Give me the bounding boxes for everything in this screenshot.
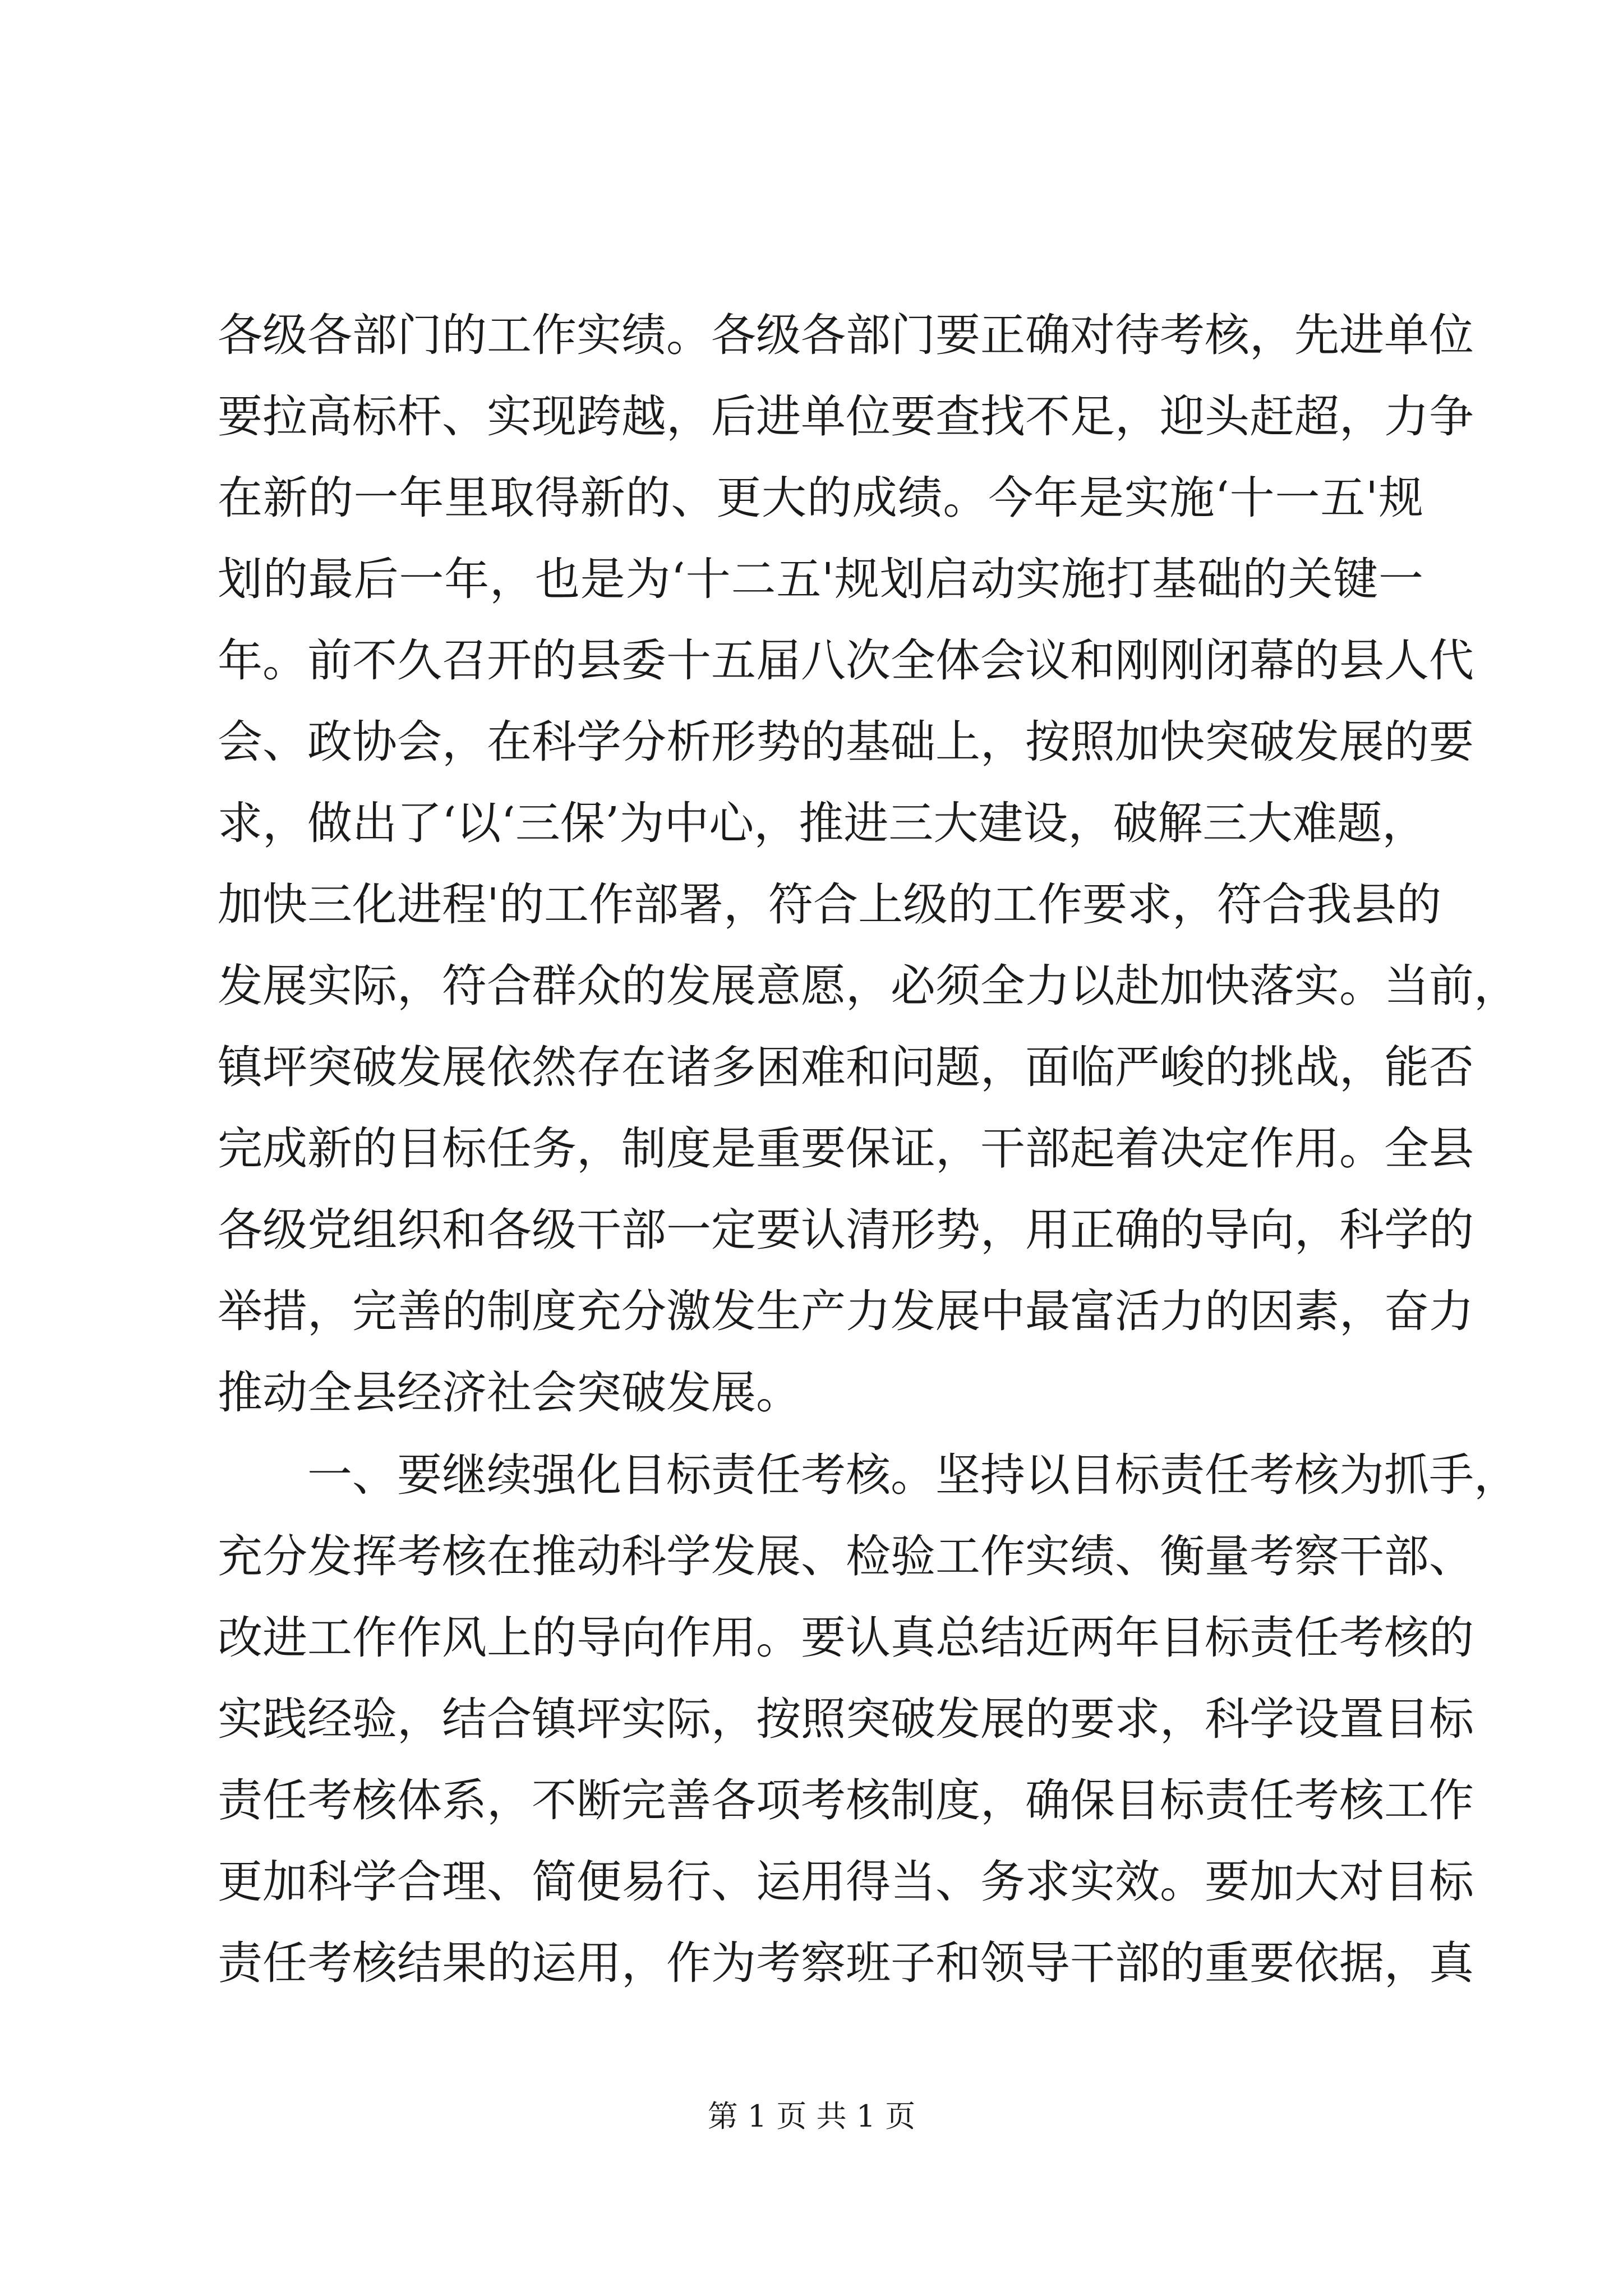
text-line: 更加科学合理、简便易行、运用得当、务求实效。要加大对目标	[218, 1856, 1474, 1908]
text-line: 会、政协会，在科学分析形势的基础上，按照加快突破发展的要	[218, 716, 1474, 768]
text-line: 责任考核体系，不断完善各项考核制度，确保目标责任考核工作	[218, 1774, 1474, 1826]
text-line: 要拉高标杆、实现跨越，后进单位要查找不足，迎头赶超，力争	[218, 390, 1474, 443]
text-line: 责任考核结果的运用，作为考察班子和领导干部的重要依据，真	[218, 1937, 1474, 1989]
text-line: 求，做出了‘以‘三保’为中心，推进三大建设，破解三大难题，	[218, 797, 1427, 849]
text-line: 镇坪突破发展依然存在诸多困难和问题，面临严峻的挑战，能否	[218, 1041, 1474, 1093]
text-line: 发展实际，符合群众的发展意愿，必须全力以赴加快落实。当前，	[218, 960, 1519, 1012]
text-line: 一、要继续强化目标责任考核。坚持以目标责任考核为抓手，	[307, 1449, 1519, 1501]
paragraph	[218, 295, 1519, 1433]
text-line: 各级党组织和各级干部一定要认清形势，用正确的导向，科学的	[218, 1204, 1474, 1256]
text-line: 改进工作作风上的导向作用。要认真总结近两年目标责任考核的	[218, 1612, 1474, 1664]
text-line: 实践经验，结合镇坪实际，按照突破发展的要求，科学设置目标	[218, 1693, 1474, 1745]
text-line: 充分发挥考核在推动科学发展、检验工作实绩、衡量考察干部、	[218, 1530, 1474, 1582]
body-text	[218, 295, 1519, 2004]
text-line: 年。前不久召开的县委十五届八次全体会议和刚刚闭幕的县人代	[218, 634, 1474, 687]
text-line: 完成新的目标任务，制度是重要保证，干部起着决定作用。全县	[218, 1122, 1474, 1175]
text-line: 举措，完善的制度充分激发生产力发展中最富活力的因素，奋力	[218, 1285, 1474, 1337]
paragraph	[218, 1434, 1519, 2004]
text-line: 划的最后一年，也是为‘十二五'规划启动实施打基础的关键一	[218, 553, 1423, 605]
text-line: 各级各部门的工作实绩。各级各部门要正确对待考核，先进单位	[218, 309, 1474, 361]
page-number-footer: 第 1 页 共 1 页	[707, 2099, 916, 2134]
text-line: 推动全县经济社会突破发展。	[218, 1366, 801, 1419]
text-line: 加快三化进程'的工作部署，符合上级的工作要求，符合我县的	[218, 878, 1441, 931]
text-line: 在新的一年里取得新的、更大的成绩。今年是实施‘十一五'规	[218, 472, 1423, 524]
